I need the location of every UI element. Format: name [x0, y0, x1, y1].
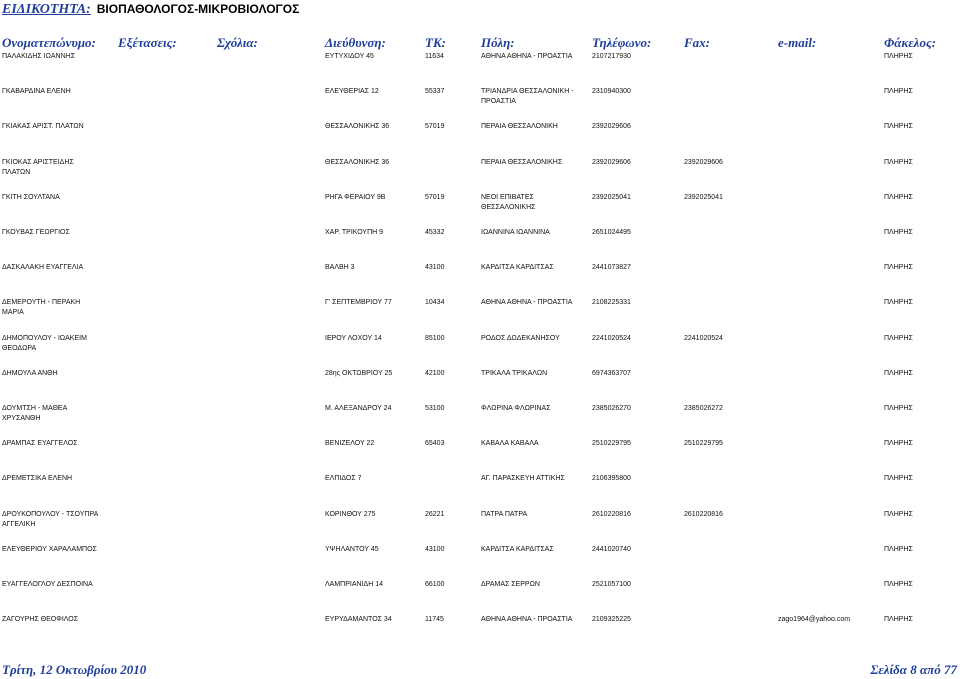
row-name: ΔΟΥΜΤΣΗ - ΜΑΘΕΑ ΧΡΥΣΑΝΘΗ	[2, 405, 67, 422]
row-phone: 2610220816	[592, 511, 631, 518]
row-name: ΕΛΕΥΘΕΡΙΟΥ ΧΑΡΑΛΑΜΠΟΣ	[2, 546, 97, 553]
row-city: ΦΛΩΡΙΝΑ ΦΛΩΡΙΝΑΣ	[481, 405, 551, 412]
table-row	[0, 87, 960, 117]
row-address: ΕΥΤΥΧΙΔΟΥ 45	[325, 53, 374, 60]
row-fax: 2510229795	[684, 440, 723, 447]
row-city: ΠΕΡΑΙΑ ΘΕΣΣΑΛΟΝΙΚΗ	[481, 123, 558, 130]
row-address: Γ' ΣΕΠΤΕΜΒΡΙΟΥ 77	[325, 299, 392, 306]
table-row	[0, 298, 960, 328]
col-header-fax: Fax:	[684, 35, 710, 50]
row-fax: 2385026272	[684, 405, 723, 412]
row-name: ΓΚΟΥΒΑΣ ΓΕΩΡΓΙΟΣ	[2, 229, 70, 236]
row-address: ΕΛΕΥΘΕΡΙΑΣ 12	[325, 88, 379, 95]
table-row	[0, 193, 960, 223]
row-name: ΖΑΓΟΥΡΗΣ ΘΕΟΦΙΛΟΣ	[2, 616, 79, 623]
row-fax: 2392025041	[684, 194, 723, 201]
row-name: ΠΑΛΑΚΙΔΗΣ ΙΩΑΝΝΗΣ	[2, 53, 76, 60]
row-file: ΠΛΗΡΗΣ	[884, 88, 913, 95]
row-fax: 2610220816	[684, 511, 723, 518]
row-file: ΠΛΗΡΗΣ	[884, 581, 913, 588]
col-header-tk: ΤΚ:	[425, 35, 446, 50]
table-row	[0, 580, 960, 610]
table-row	[0, 228, 960, 258]
row-phone: 2109325225	[592, 616, 631, 623]
row-tk: 10434	[425, 299, 445, 306]
row-city: ΤΡΙΚΑΛΑ ΤΡΙΚΑΛΩΝ	[481, 370, 548, 377]
row-city: ΑΘΗΝΑ ΑΘΗΝΑ - ΠΡΟΑΣΤΙΑ	[481, 53, 573, 60]
specialty-value: ΒΙΟΠΑΘΟΛΟΓΟΣ-ΜΙΚΡΟΒΙΟΛΟΓΟΣ	[96, 2, 300, 16]
row-phone: 2441073827	[592, 264, 631, 271]
col-header-file: Φάκελος:	[884, 35, 937, 50]
table-row	[0, 158, 960, 188]
row-file: ΠΛΗΡΗΣ	[884, 159, 913, 166]
row-city: ΚΑΡΔΙΤΣΑ ΚΑΡΔΙΤΣΑΣ	[481, 264, 554, 271]
col-header-city: Πόλη:	[481, 35, 515, 50]
row-phone: 2441020740	[592, 546, 631, 553]
row-phone: 2521057100	[592, 581, 631, 588]
row-phone: 2510229795	[592, 440, 631, 447]
row-tk: 53100	[425, 405, 445, 412]
row-file: ΠΛΗΡΗΣ	[884, 546, 913, 553]
row-name: ΓΚΙΟΚΑΣ ΑΡΙΣΤΕΙΔΗΣ ΠΛΑΤΩΝ	[2, 159, 74, 176]
row-address: ΒΕΝΙΖΕΛΟΥ 22	[325, 440, 375, 447]
row-name: ΔΡΟΥΚΟΠΟΥΛΟΥ - ΤΣΟΥΠΡΑ ΑΓΓΕΛΙΚΗ	[2, 511, 98, 528]
row-name: ΓΚΑΒΑΡΔΙΝΑ ΕΛΕΝΗ	[2, 88, 71, 95]
row-file: ΠΛΗΡΗΣ	[884, 475, 913, 482]
row-file: ΠΛΗΡΗΣ	[884, 53, 913, 60]
row-file: ΠΛΗΡΗΣ	[884, 511, 913, 518]
row-email[interactable]: zago1964@yahoo.com	[778, 616, 851, 623]
row-address: ΒΑΛΒΗ 3	[325, 264, 355, 271]
row-file: ΠΛΗΡΗΣ	[884, 616, 913, 623]
row-file: ΠΛΗΡΗΣ	[884, 194, 913, 201]
row-city: ΑΘΗΝΑ ΑΘΗΝΑ - ΠΡΟΑΣΤΙΑ	[481, 299, 573, 306]
row-phone: 2108225331	[592, 299, 631, 306]
row-phone: 2385026270	[592, 405, 631, 412]
row-city: ΚΑΡΔΙΤΣΑ ΚΑΡΔΙΤΣΑΣ	[481, 546, 554, 553]
row-tk: 55337	[425, 88, 445, 95]
table-row	[0, 122, 960, 152]
row-phone: 6974363707	[592, 370, 631, 377]
row-tk: 11634	[425, 53, 444, 60]
row-name: ΔΗΜΟΥΛΑ ΑΝΘΗ	[2, 370, 58, 377]
row-tk: 66100	[425, 581, 445, 588]
row-tk: 85100	[425, 335, 445, 342]
row-name: ΔΕΜΕΡΟΥΤΗ - ΠΕΡΑΚΗ ΜΑΡΙΑ	[2, 299, 81, 316]
row-phone: 2310940300	[592, 88, 631, 95]
col-header-remarks: Σχόλια:	[217, 35, 258, 50]
row-tk: 43100	[425, 546, 445, 553]
col-header-exams: Εξέτασεις:	[118, 35, 177, 50]
row-phone: 2106395800	[592, 475, 631, 482]
col-header-email: e-mail:	[778, 35, 817, 50]
footer-page-number: Σελίδα 8 από 77	[870, 662, 957, 677]
row-tk: 11745	[425, 616, 444, 623]
row-name: ΓΚΙΤΗ ΣΟΥΛΤΑΝΑ	[2, 194, 60, 201]
table-row	[0, 615, 960, 645]
row-tk: 26221	[425, 511, 445, 518]
row-city: ΑΓ. ΠΑΡΑΣΚΕΥΗ ΑΤΤΙΚΗΣ	[481, 475, 565, 482]
row-file: ΠΛΗΡΗΣ	[884, 335, 913, 342]
table-row	[0, 369, 960, 399]
row-tk: 65403	[425, 440, 445, 447]
table-row	[0, 439, 960, 469]
row-phone: 2241020524	[592, 335, 631, 342]
row-file: ΠΛΗΡΗΣ	[884, 229, 913, 236]
row-fax: 2241020524	[684, 335, 723, 342]
specialty-label: ΕΙΔΙΚΟΤΗΤΑ:	[2, 2, 91, 17]
row-address: ΙΕΡΟΥ ΛΟΧΟΥ 14	[325, 335, 382, 342]
row-tk: 57019	[425, 123, 445, 130]
row-city: ΠΑΤΡΑ ΠΑΤΡΑ	[481, 511, 528, 518]
row-address: ΧΑΡ. ΤΡΙΚΟΥΠΗ 9	[325, 229, 384, 236]
row-address: ΡΗΓΑ ΦΕΡΑΙΟΥ 9Β	[325, 194, 386, 201]
row-address: ΘΕΣΣΑΛΟΝΙΚΗΣ 36	[325, 159, 390, 166]
table-row	[0, 510, 960, 540]
row-phone: 2392025041	[592, 194, 631, 201]
row-city: ΑΘΗΝΑ ΑΘΗΝΑ - ΠΡΟΑΣΤΙΑ	[481, 616, 573, 623]
table-row	[0, 474, 960, 504]
row-city: ΤΡΙΑΝΔΡΙΑ ΘΕΣΣΑΛΟΝΙΚΗ - ΠΡΟΑΣΤΙΑ	[481, 88, 574, 105]
row-file: ΠΛΗΡΗΣ	[884, 123, 913, 130]
table-row	[0, 404, 960, 434]
row-tk: 42100	[425, 370, 445, 377]
row-file: ΠΛΗΡΗΣ	[884, 264, 913, 271]
table-row	[0, 545, 960, 575]
table-row	[0, 334, 960, 364]
row-name: ΕΥΑΓΓΕΛΟΓΛΟΥ ΔΕΣΠΟΙΝΑ	[2, 581, 93, 588]
row-phone: 2392029606	[592, 123, 631, 130]
row-file: ΠΛΗΡΗΣ	[884, 299, 913, 306]
row-city: ΡΟΔΟΣ ΔΩΔΕΚΑΝΗΣΟΥ	[481, 335, 560, 342]
row-address: ΥΨΗΛΑΝΤΟΥ 45	[325, 546, 379, 553]
row-address: Μ. ΑΛΕΞΑΝΔΡΟΥ 24	[325, 405, 392, 412]
row-city: ΠΕΡΑΙΑ ΘΕΣΣΑΛΟΝΙΚΗΣ	[481, 159, 563, 166]
row-file: ΠΛΗΡΗΣ	[884, 405, 913, 412]
footer-date: Τρίτη, 12 Οκτωβρίου 2010	[2, 662, 147, 677]
specialty-heading	[2, 0, 299, 16]
row-city: ΔΡΑΜΑΣ ΣΕΡΡΩΝ	[481, 581, 540, 588]
row-phone: 2651024495	[592, 229, 631, 236]
row-address: ΚΟΡΙΝΘΟΥ 275	[325, 511, 376, 518]
table-row	[0, 52, 960, 82]
row-city: ΝΕΟΙ ΕΠΙΒΑΤΕΣ ΘΕΣΣΑΛΟΝΙΚΗΣ	[481, 194, 536, 211]
row-name: ΔΑΣΚΑΛΑΚΗ ΕΥΑΓΓΕΛΙΑ	[2, 264, 84, 271]
row-tk: 45332	[425, 229, 445, 236]
row-phone: 2392029606	[592, 159, 631, 166]
col-header-address: Διεύθυνση:	[325, 35, 386, 50]
row-tk: 43100	[425, 264, 445, 271]
row-address: 28ης ΟΚΤΩΒΡΙΟΥ 25	[325, 370, 393, 377]
row-city: ΙΩΑΝΝΙΝΑ ΙΩΑΝΝΙΝΑ	[481, 229, 550, 236]
row-address: ΘΕΣΣΑΛΟΝΙΚΗΣ 36	[325, 123, 390, 130]
row-file: ΠΛΗΡΗΣ	[884, 370, 913, 377]
col-header-name: Ονοματεπώνυμο:	[2, 35, 96, 50]
row-phone: 2107217930	[592, 53, 631, 60]
row-name: ΔΗΜΟΠΟΥΛΟΥ - ΙΩΑΚΕΙΜ ΘΕΟΔΩΡΑ	[2, 335, 87, 352]
row-fax: 2392029606	[684, 159, 723, 166]
table-row	[0, 263, 960, 293]
row-name: ΓΚΙΑΚΑΣ ΑΡΙΣΤ. ΠΛΑΤΩΝ	[2, 123, 84, 130]
row-name: ΔΡΕΜΕΤΣΙΚΑ ΕΛΕΝΗ	[2, 475, 73, 482]
row-address: ΕΛΠΙΔΟΣ 7	[325, 475, 362, 482]
row-address: ΛΑΜΠΡΙΑΝΙΔΗ 14	[325, 581, 383, 588]
row-address: ΕΥΡΥΔΑΜΑΝΤΟΣ 34	[325, 616, 392, 623]
row-file: ΠΛΗΡΗΣ	[884, 440, 913, 447]
row-tk: 57019	[425, 194, 445, 201]
col-header-phone: Τηλέφωνο:	[592, 35, 652, 50]
row-city: ΚΑΒΑΛΑ ΚΑΒΑΛΑ	[481, 440, 539, 447]
row-name: ΔΡΑΜΠΑΣ ΕΥΑΓΓΕΛΟΣ	[2, 440, 78, 447]
